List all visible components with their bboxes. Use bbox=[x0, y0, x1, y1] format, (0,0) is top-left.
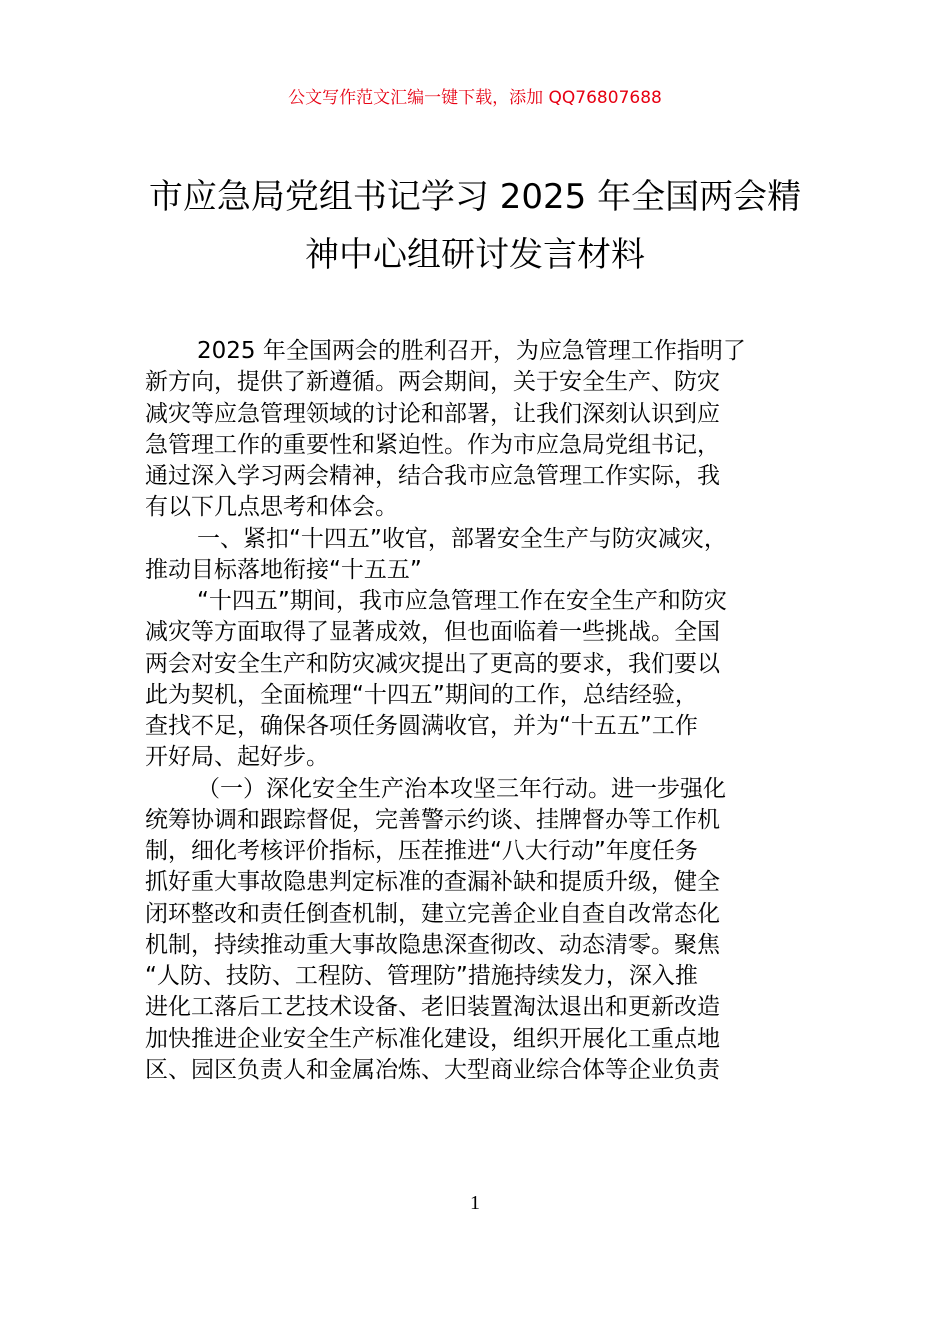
text-line: 两会对安全生产和防灾减灾提出了更高的要求，我们要以 bbox=[145, 650, 720, 677]
text-line: 区、园区负责人和金属冶炼、大型商业综合体等企业负责 bbox=[145, 1056, 720, 1083]
text-line: “十四五”期间，我市应急管理工作在安全生产和防灾 bbox=[197, 588, 727, 614]
text-line: 此为契机，全面梳理“十四五”期间的工作，总结经验， bbox=[145, 681, 698, 708]
document-title bbox=[120, 168, 830, 284]
page-number: 1 bbox=[470, 1192, 480, 1214]
title-line: 市应急局党组书记学习 2025 年全国两会精 bbox=[148, 177, 802, 217]
text-line: 查找不足，确保各项任务圆满收官，并为“十五五”工作 bbox=[145, 713, 698, 739]
text-line: 一、紧扣“十四五”收官，部署安全生产与防灾减灾， bbox=[197, 525, 727, 552]
text-line: 抓好重大事故隐患判定标准的查漏补缺和提质升级，健全 bbox=[145, 869, 720, 896]
text-line: 有以下几点思考和体会。 bbox=[145, 494, 398, 521]
text-line: 减灾等应急管理领域的讨论和部署，让我们深刻认识到应 bbox=[145, 400, 720, 427]
title-line: 神中心组研讨发言材料 bbox=[305, 235, 645, 275]
text-line: 新方向，提供了新遵循。两会期间，关于安全生产、防灾 bbox=[145, 369, 720, 396]
text-line: 减灾等方面取得了显著成效，但也面临着一些挑战。全国 bbox=[145, 619, 720, 646]
text-line: 统筹协调和跟踪督促，完善警示约谈、挂牌督办等工作机 bbox=[145, 806, 720, 833]
paragraph-intro bbox=[145, 336, 815, 524]
text-line: 进化工落后工艺技术设备、老旧装置淘汰退出和更新改造 bbox=[145, 994, 720, 1021]
text-line: 推动目标落地衔接“十五五” bbox=[145, 556, 422, 583]
text-line: 加快推进企业安全生产标准化建设，组织开展化工重点地 bbox=[145, 1025, 720, 1052]
text-line: 机制，持续推动重大事故隐患深查彻改、动态清零。聚焦 bbox=[145, 931, 720, 958]
text-line: “人防、技防、工程防、管理防”措施持续发力，深入推 bbox=[145, 963, 698, 989]
text-line: 通过深入学习两会精神，结合我市应急管理工作实际，我 bbox=[145, 463, 720, 489]
text-line: （一）深化安全生产治本攻坚三年行动。进一步强化 bbox=[197, 775, 726, 802]
text-line: 急管理工作的重要性和紧迫性。作为市应急局党组书记， bbox=[145, 431, 720, 458]
text-line: 制，细化考核评价指标，压茬推进“八大行动”年度任务 bbox=[145, 838, 698, 864]
document-body bbox=[145, 336, 815, 1086]
paragraph-subsection-1 bbox=[145, 774, 815, 1087]
section-heading-1 bbox=[145, 524, 815, 587]
text-line: 开好局、起好步。 bbox=[145, 744, 329, 771]
header-note: 公文写作范文汇编一键下载，添加 QQ76807688 bbox=[288, 88, 662, 108]
text-line: 2025 年全国两会的胜利召开，为应急管理工作指明了 bbox=[197, 338, 746, 364]
text-line: 闭环整改和责任倒查机制，建立完善企业自查自改常态化 bbox=[145, 900, 720, 927]
paragraph-section-1 bbox=[145, 586, 815, 774]
